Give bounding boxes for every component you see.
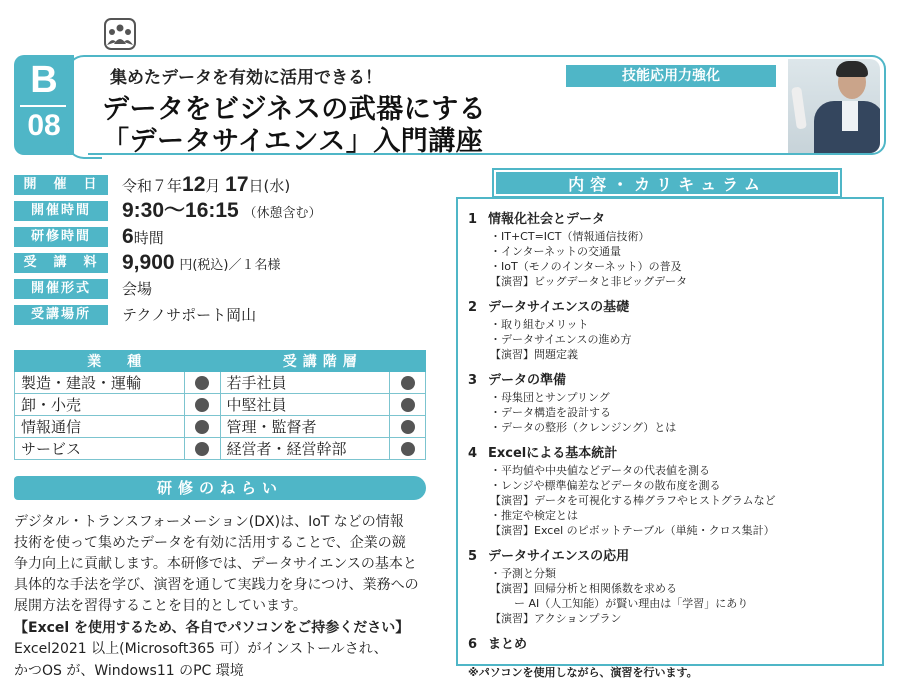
badge-number: 08	[27, 109, 61, 142]
curriculum-section: 2 データサイエンスの基礎 ・取り組むメリット ・データサイエンスの進め方 【演習】問題定義	[468, 300, 632, 361]
info-value: 9,900 円(税込)／１名様	[122, 251, 281, 274]
info-label: 開催時間	[14, 201, 108, 221]
industry-header: 業 種	[15, 351, 221, 372]
info-value: 令和７年12月 17日(水)	[122, 173, 291, 196]
dot-icon	[184, 372, 220, 394]
title-box	[88, 55, 886, 155]
curriculum-heading: 内容・カリキュラム	[494, 170, 840, 196]
industry-cell: 卸・小売	[15, 394, 185, 416]
info-label: 開催形式	[14, 279, 108, 299]
curriculum-section: 4 Excelによる基本統計 ・平均値や中央値などデータの代表値を測る ・レンジや標準偏差などデータの散布度を測る 【演習】データを可視化する棒グラフやヒストグラムなど ・推定や検定とは 【演習】Excel のピボットテーブル（単純・クロス集計）	[468, 446, 776, 537]
curriculum-section: 5 データサイエンスの応用 ・予測と分類 【演習】回帰分析と相関係数を求める ー AI（人工知能）が賢い理由は「学習」にあり 【演習】アクションプラン	[468, 549, 749, 625]
dot-icon	[390, 416, 426, 438]
curriculum-section: 3 データの準備 ・母集団とサンプリング ・データ構造を設計する ・データの整形（クレンジング）とは	[468, 373, 677, 434]
dot-icon	[390, 394, 426, 416]
info-label: 開 催 日	[14, 175, 108, 195]
curriculum-section: 6 まとめ	[468, 637, 528, 652]
level-header: 受講階層	[220, 351, 426, 372]
pc-requirements: Excel2021 以上(Microsoft365 可）がインストールされ、 かつOS が、Windows11 のPC 環境	[14, 641, 388, 679]
course-header	[14, 55, 886, 155]
course-code-badge	[14, 55, 74, 155]
level-cell: 経営者・経営幹部	[220, 438, 390, 460]
level-cell: 中堅社員	[220, 394, 390, 416]
dot-icon	[184, 394, 220, 416]
level-cell: 管理・監督者	[220, 416, 390, 438]
pc-notice: 【Excel を使用するため、各自でパソコンをご持参ください】	[14, 620, 410, 636]
aim-heading: 研修のねらい	[14, 476, 426, 500]
info-value: 会場	[122, 280, 153, 298]
badge-letter: B	[30, 59, 58, 101]
target-table	[14, 350, 426, 460]
dot-icon	[184, 438, 220, 460]
info-row-format	[14, 277, 434, 303]
course-title-line1: データをビジネスの武器にする	[102, 94, 487, 125]
table-row	[15, 394, 426, 416]
info-value: テクノサポート岡山	[122, 306, 257, 324]
people-group-icon	[104, 18, 136, 50]
aim-text: デジタル・トランスフォーメーション(DX)は、IoT などの情報 技術を使って集めたデータを有効に活用することで、企業の競 争力向上に貢献します。本研修では、データサイエンスの基本と 具体的な手法を学び、演習を通して実践力を身につけ、業務への 展開方法を習得することを目的としています。	[14, 514, 419, 614]
dot-icon	[390, 372, 426, 394]
info-label: 受 講 料	[14, 253, 108, 273]
info-row-time	[14, 199, 434, 225]
industry-cell: 情報通信	[15, 416, 185, 438]
industry-cell: サービス	[15, 438, 185, 460]
instructor-photo	[788, 59, 880, 153]
info-label: 研修時間	[14, 227, 108, 247]
curriculum-list	[468, 211, 878, 680]
info-row-date	[14, 173, 434, 199]
curriculum-section: 1 情報化社会とデータ ・IT+CT=ICT（情報通信技術） ・インターネットの交通量 ・IoT（モノのインターネット）の普及 【演習】ビッグデータと非ビッグデータ	[468, 212, 688, 288]
badge-divider	[20, 105, 68, 107]
info-row-fee	[14, 251, 434, 277]
info-value: 6時間	[122, 225, 164, 248]
course-info	[14, 173, 434, 329]
info-row-place	[14, 303, 434, 329]
table-row	[15, 416, 426, 438]
table-row	[15, 438, 426, 460]
curriculum-note: ※パソコンを使用しながら、演習を行います。	[468, 666, 698, 679]
level-cell: 若手社員	[220, 372, 390, 394]
info-label: 受講場所	[14, 305, 108, 325]
info-row-hours	[14, 225, 434, 251]
course-subtitle: 集めたデータを有効に活用できる！	[110, 68, 382, 88]
table-row	[15, 372, 426, 394]
dot-icon	[390, 438, 426, 460]
course-title-line2: 「データサイエンス」入門講座	[102, 126, 484, 157]
skill-tag: 技能応用力強化	[566, 65, 776, 87]
industry-cell: 製造・建設・運輸	[15, 372, 185, 394]
dot-icon	[184, 416, 220, 438]
info-value: 9:30～16:15 （休憩含む）	[122, 199, 322, 222]
